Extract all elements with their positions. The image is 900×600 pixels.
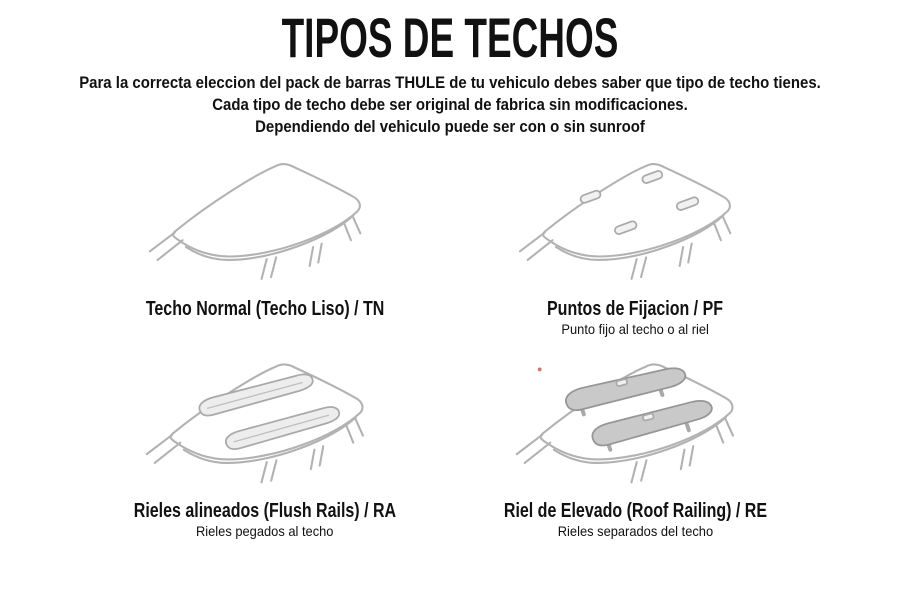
intro-line-1: Para la correcta eleccion del pack de barras THULE de tu vehiculo debes saber que tipo de techo tienes. bbox=[79, 73, 821, 92]
illustration-frame bbox=[485, 150, 785, 296]
illustration-frame bbox=[115, 352, 415, 498]
roof-type-caption-ra: Rieles alineados (Flush Rails) / RA bbox=[133, 500, 397, 522]
roof-type-card-ra bbox=[80, 352, 450, 540]
roof-type-subcaption-re: Rieles separados del techo bbox=[557, 523, 713, 539]
intro-text bbox=[0, 72, 900, 138]
roof-type-caption-tn: Techo Normal (Techo Liso) / TN bbox=[145, 298, 385, 320]
roof-type-card-tn bbox=[80, 150, 450, 338]
illustration-frame bbox=[115, 150, 415, 296]
roof-type-caption-re: Riel de Elevado (Roof Railing) / RE bbox=[503, 500, 767, 522]
roof-type-card-pf bbox=[450, 150, 820, 338]
illustration-frame bbox=[485, 352, 785, 498]
intro-line-3: Dependiendo del vehiculo puede ser con o sin sunroof bbox=[255, 117, 645, 136]
intro-line-2: Cada tipo de techo debe ser original de fabrica sin modificaciones. bbox=[212, 95, 688, 114]
fixation-points-roof-illustration bbox=[485, 150, 785, 296]
roof-type-caption-pf: Puntos de Fijacion / PF bbox=[546, 298, 724, 320]
page-title: TIPOS DE TECHOS bbox=[281, 6, 619, 69]
roof-type-subcaption-ra: Rieles pegados al techo bbox=[196, 523, 334, 539]
flush-rails-roof-illustration bbox=[115, 350, 415, 500]
roof-type-card-re bbox=[450, 352, 820, 540]
normal-smooth-roof-illustration bbox=[115, 150, 415, 296]
roof-types-grid bbox=[80, 150, 820, 540]
raised-railing-roof-illustration bbox=[485, 350, 785, 500]
roof-type-subcaption-pf: Punto fijo al techo o al riel bbox=[561, 321, 709, 337]
